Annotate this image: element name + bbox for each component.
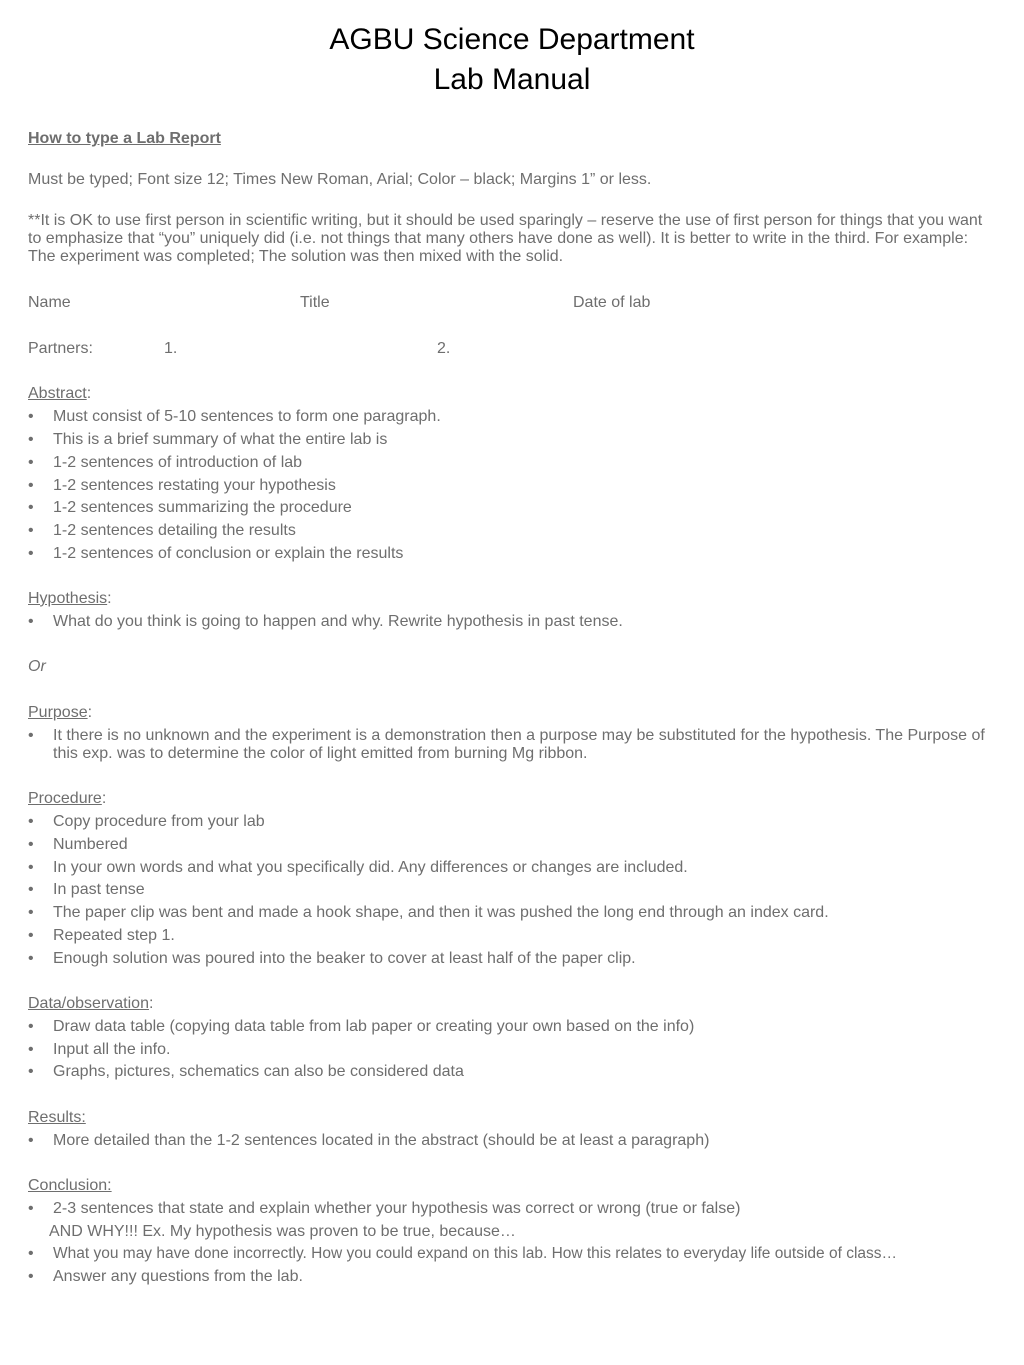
- bullet-icon: •: [28, 1018, 34, 1035]
- bullet-icon: •: [28, 1063, 34, 1080]
- or-separator: Or: [28, 658, 46, 675]
- bullet-icon: •: [28, 836, 34, 853]
- hypothesis-heading: [28, 590, 112, 608]
- purpose-item: It there is no unknown and the experiment is a demonstration then a purpose may be substituted for the hypothesis. The Purpose of this exp. was to determine the color of light emitted from burning Mg ribbon.: [53, 727, 985, 762]
- intro-heading: How to type a Lab Report: [28, 130, 221, 147]
- first-person-note: **It is OK to use first person in scientific writing, but it should be used sparingly – reserve the use of first person for things that you want to emphasize that “you” uniquely did (i.e. not things that many others have done as well). It is better to write in the third. For example: The experiment was completed; The solution was then mixed with the solid.: [28, 212, 983, 265]
- bullet-icon: •: [28, 477, 34, 494]
- document-title: AGBU Science Department: [329, 23, 695, 56]
- title-field-label: Title: [300, 294, 330, 311]
- bullet-icon: •: [28, 454, 34, 471]
- name-field-label: Name: [28, 294, 71, 311]
- bullet-icon: •: [28, 881, 34, 898]
- results-heading: Results:: [28, 1109, 86, 1126]
- document-subtitle: Lab Manual: [433, 63, 591, 96]
- procedure-heading-colon: :: [101, 790, 107, 807]
- partner-2-label: 2.: [437, 340, 451, 357]
- bullet-icon: •: [28, 522, 34, 539]
- date-field-label: Date of lab: [573, 294, 651, 311]
- procedure-heading-text: Procedure: [28, 790, 102, 807]
- bullet-icon: •: [28, 950, 34, 967]
- bullet-icon: •: [28, 859, 34, 876]
- purpose-heading-text: Purpose: [28, 704, 88, 721]
- abstract-heading-colon: :: [86, 385, 92, 402]
- bullet-icon: •: [28, 408, 34, 425]
- conclusion-item-continuation: AND WHY!!! Ex. My hypothesis was proven to be true, because…: [49, 1223, 516, 1240]
- format-rule: Must be typed; Font size 12; Times New Roman, Arial; Color – black; Margins 1” or less.: [28, 171, 652, 188]
- data-observation-heading-colon: :: [148, 995, 154, 1012]
- data-observation-heading-text: Data/observation: [28, 995, 149, 1012]
- procedure-heading: [28, 790, 106, 808]
- bullet-icon: •: [28, 545, 34, 562]
- bullet-icon: •: [28, 1200, 34, 1217]
- purpose-heading-colon: :: [87, 704, 93, 721]
- bullet-icon: •: [28, 904, 34, 921]
- bullet-icon: •: [28, 1041, 34, 1058]
- bullet-icon: •: [28, 1268, 34, 1285]
- bullet-icon: •: [28, 927, 34, 944]
- bullet-icon: •: [28, 727, 34, 744]
- bullet-icon: •: [28, 1245, 34, 1262]
- partners-label: Partners:: [28, 340, 93, 357]
- data-observation-heading: [28, 995, 153, 1013]
- bullet-icon: •: [28, 499, 34, 516]
- abstract-heading: [28, 385, 91, 403]
- abstract-heading-text: Abstract: [28, 385, 87, 402]
- hypothesis-heading-text: Hypothesis: [28, 590, 108, 607]
- bullet-icon: •: [28, 813, 34, 830]
- partner-1-label: 1.: [164, 340, 178, 357]
- hypothesis-heading-colon: :: [107, 590, 112, 607]
- purpose-heading: [28, 704, 92, 722]
- conclusion-heading: Conclusion:: [28, 1177, 112, 1194]
- bullet-icon: •: [28, 613, 34, 630]
- bullet-icon: •: [28, 1132, 34, 1149]
- bullet-icon: •: [28, 431, 34, 448]
